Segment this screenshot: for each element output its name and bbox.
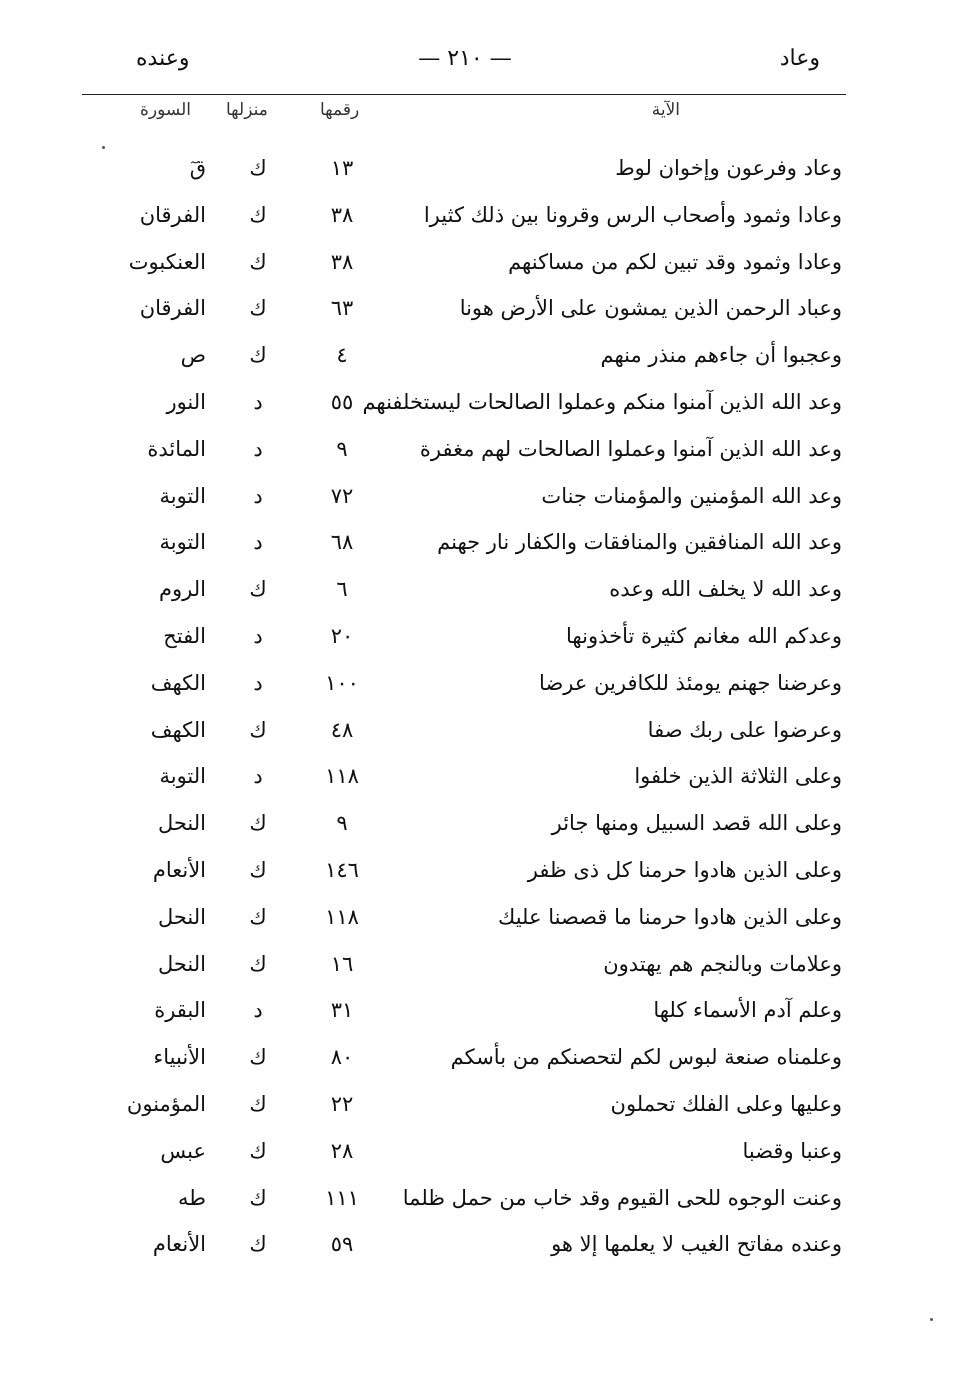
verse-number-cell: ٤ [336, 343, 348, 368]
table-row [0, 250, 966, 297]
sura-name-cell: النور [166, 389, 206, 414]
revelation-place-cell: ك [249, 577, 267, 602]
table-row [0, 296, 966, 343]
verse-cell: وعرضوا على ربك صفا [647, 717, 842, 742]
verse-cell: وعلم آدم الأسماء كلها [653, 998, 842, 1023]
table-row [0, 671, 966, 718]
revelation-place-cell: د [253, 670, 263, 695]
header-rule [82, 94, 846, 95]
table-row [0, 530, 966, 577]
verse-number-cell: ١٣ [330, 156, 354, 180]
verse-cell: وعلمناه صنعة لبوس لكم لتحصنكم من بأسكم [450, 1045, 842, 1070]
verse-number-cell: ٥٩ [330, 1232, 354, 1257]
verse-number-cell: ١١٨ [325, 764, 359, 789]
verse-cell: وعادا وثمود وأصحاب الرس وقرونا بين ذلك كثيرا [423, 202, 842, 227]
sura-name-cell: المؤمنون [126, 1091, 206, 1116]
revelation-place-cell: د [253, 389, 263, 414]
verse-cell: وعد الله المؤمنين والمؤمنات جنات [541, 483, 842, 508]
verse-cell: وعجبوا أن جاءهم منذر منهم [600, 343, 842, 368]
verse-number-cell: ٢٢ [330, 1091, 354, 1116]
table-row [0, 998, 966, 1045]
table-row [0, 811, 966, 858]
verse-number-cell: ١١١ [325, 1185, 359, 1210]
number-column-header: رقمها [320, 100, 360, 120]
revelation-place-cell: د [253, 530, 263, 555]
revelation-place-cell: د [253, 436, 263, 461]
revelation-place-cell: ك [249, 1091, 267, 1116]
index-table [0, 156, 966, 1279]
sura-name-cell: العنكبوت [128, 249, 206, 274]
verse-cell: وعلامات وبالنجم هم يهتدون [603, 951, 842, 976]
table-row [0, 1139, 966, 1186]
revelation-place-cell: ك [249, 951, 267, 976]
sura-name-cell: التوبة [159, 764, 206, 789]
revelation-place-cell: ك [249, 1045, 267, 1070]
verse-cell: وعلى الثلاثة الذين خلفوا [634, 764, 842, 789]
sura-name-cell: النحل [157, 811, 206, 836]
verse-number-cell: ٩ [336, 436, 348, 461]
table-row [0, 437, 966, 484]
verse-cell: وعليها وعلى الفلك تحملون [610, 1091, 842, 1116]
table-row [0, 952, 966, 999]
location-column-header: منزلها [226, 100, 268, 120]
table-row [0, 718, 966, 765]
table-row [0, 343, 966, 390]
verse-number-cell: ١٤٦ [325, 857, 359, 882]
revelation-place-cell: د [253, 764, 263, 789]
verse-number-cell: ٥٥ [330, 389, 354, 414]
verse-cell: وعلى الذين هادوا حرمنا كل ذى ظفر [527, 857, 842, 882]
verse-number-cell: ٧٢ [330, 483, 354, 508]
revelation-place-cell: ك [249, 296, 267, 321]
table-row [0, 1232, 966, 1279]
running-head-last-word: وعنده [136, 46, 190, 71]
sura-column-header: السورة [140, 100, 191, 120]
verse-column-header: الآية [651, 100, 680, 120]
sura-name-cell: طه [178, 1185, 206, 1210]
sura-name-cell: عبس [160, 1138, 206, 1163]
revelation-place-cell: ك [249, 1232, 267, 1257]
verse-cell: وعنت الوجوه للحى القيوم وقد خاب من حمل ظلما [402, 1185, 842, 1210]
table-row [0, 484, 966, 531]
sura-name-cell: الكهف [150, 717, 206, 742]
verse-number-cell: ٢٨ [330, 1138, 354, 1163]
sura-name-cell: الفتح [163, 623, 206, 648]
verse-cell: وعنبا وقضبا [742, 1138, 842, 1163]
sura-name-cell: الكهف [150, 670, 206, 695]
revelation-place-cell: ك [249, 202, 267, 227]
sura-name-cell: النحل [157, 904, 206, 929]
revelation-place-cell: ك [249, 343, 267, 368]
table-row [0, 203, 966, 250]
verse-number-cell: ٦٨ [330, 530, 354, 555]
verse-number-cell: ٨٠ [330, 1045, 354, 1070]
verse-number-cell: ٣١ [330, 998, 354, 1023]
revelation-place-cell: ك [249, 249, 267, 274]
revelation-place-cell: ك [249, 1185, 267, 1210]
verse-number-cell: ١٦ [330, 951, 354, 976]
table-row [0, 390, 966, 437]
revelation-place-cell: د [253, 483, 263, 508]
sura-name-cell: الأنعام [152, 1232, 206, 1257]
sura-name-cell: التوبة [159, 530, 206, 555]
verse-number-cell: ٢٠ [330, 623, 354, 648]
sura-name-cell: الروم [159, 577, 206, 602]
verse-cell: وعادا وثمود وقد تبين لكم من مساكنهم [508, 249, 842, 274]
verse-cell: وعد الله المنافقين والمنافقات والكفار نار جهنم [437, 530, 842, 555]
verse-cell: وعلى الذين هادوا حرمنا ما قصصنا عليك [498, 904, 842, 929]
verse-cell: وعد الله الذين آمنوا وعملوا الصالحات لهم مغفرة [419, 436, 842, 461]
sura-name-cell: الفرقان [139, 202, 206, 227]
sura-name-cell: ص [180, 343, 206, 368]
page-number: — ٢١٠ — [418, 46, 512, 71]
revelation-place-cell: ك [249, 904, 267, 929]
revelation-place-cell: ك [249, 811, 267, 836]
sura-name-cell: المائدة [147, 436, 206, 461]
revelation-place-cell: ك [249, 156, 267, 180]
table-row [0, 858, 966, 905]
verse-cell: وعد الله لا يخلف الله وعده [609, 577, 842, 602]
table-row [0, 624, 966, 671]
verse-number-cell: ٦ [336, 577, 348, 602]
revelation-place-cell: ك [249, 1138, 267, 1163]
table-row [0, 1186, 966, 1233]
running-head-first-word: وعاد [779, 46, 820, 71]
sura-name-cell: التوبة [159, 483, 206, 508]
verse-cell: وعدكم الله مغانم كثيرة تأخذونها [566, 623, 842, 648]
column-headers [80, 100, 850, 132]
sura-name-cell: الأنبياء [153, 1045, 206, 1070]
verse-number-cell: ٩ [336, 811, 348, 836]
verse-cell: وعلى الله قصد السبيل ومنها جائر [551, 811, 842, 836]
speck [930, 1318, 933, 1321]
verse-cell: وعاد وفرعون وإخوان لوط [615, 156, 842, 180]
verse-cell: وعنده مفاتح الغيب لا يعلمها إلا هو [551, 1232, 842, 1257]
revelation-place-cell: ك [249, 717, 267, 742]
table-row [0, 764, 966, 811]
verse-cell: وعباد الرحمن الذين يمشون على الأرض هونا [459, 296, 842, 321]
speck [102, 146, 105, 149]
verse-cell: وعرضنا جهنم يومئذ للكافرين عرضا [539, 670, 842, 695]
table-row [0, 1092, 966, 1139]
verse-number-cell: ٤٨ [330, 717, 354, 742]
verse-number-cell: ١١٨ [325, 904, 359, 929]
verse-cell: وعد الله الذين آمنوا منكم وعملوا الصالحات ليستخلفنهم [362, 389, 842, 414]
running-head [80, 46, 850, 86]
verse-number-cell: ٣٨ [330, 202, 354, 227]
sura-name-cell: النحل [157, 951, 206, 976]
verse-number-cell: ٣٨ [330, 249, 354, 274]
revelation-place-cell: ك [249, 857, 267, 882]
sura-name-cell: قٓ [189, 156, 206, 180]
table-row [0, 1045, 966, 1092]
table-row [0, 156, 966, 203]
verse-number-cell: ٦٣ [330, 296, 354, 321]
sura-name-cell: البقرة [154, 998, 206, 1023]
verse-number-cell: ١٠٠ [325, 670, 359, 695]
table-row [0, 577, 966, 624]
sura-name-cell: الفرقان [139, 296, 206, 321]
revelation-place-cell: د [253, 623, 263, 648]
sura-name-cell: الأنعام [152, 857, 206, 882]
table-row [0, 905, 966, 952]
revelation-place-cell: د [253, 998, 263, 1023]
